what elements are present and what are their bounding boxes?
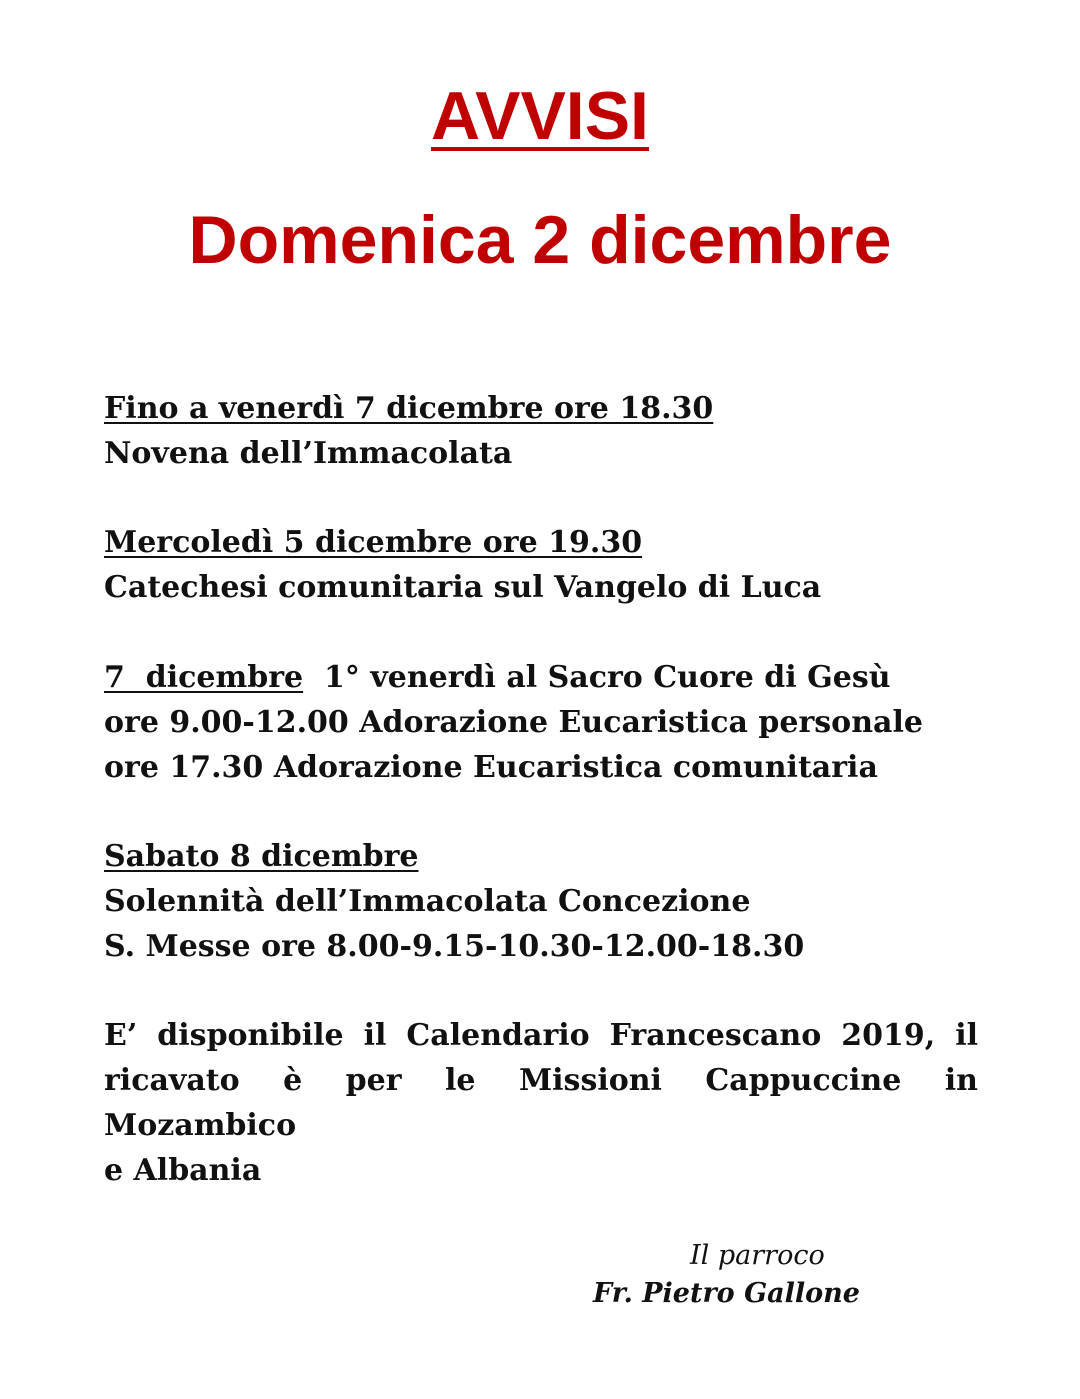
announcement-line: e Albania bbox=[104, 1153, 262, 1188]
notice-line: Catechesi comunitaria sul Vangelo di Luca bbox=[104, 570, 822, 605]
page-title: AVVISI bbox=[431, 78, 649, 154]
announcement-calendar bbox=[104, 1013, 978, 1193]
notice-catechesis bbox=[104, 520, 978, 610]
notice-line: Solennità dell’Immacolata Concezione bbox=[104, 884, 751, 919]
announcement-line: E’ disponibile il Calendario Francescano 2019, il bbox=[104, 1018, 978, 1053]
notice-line: S. Messe ore 8.00-9.15-10.30-12.00-18.30 bbox=[104, 929, 805, 964]
notice-line: ore 17.30 Adorazione Eucaristica comunitaria bbox=[104, 750, 878, 785]
notice-heading: Fino a venerdì 7 dicembre ore 18.30 bbox=[104, 391, 714, 426]
notice-heading: Sabato 8 dicembre bbox=[104, 839, 419, 874]
notice-first-friday bbox=[104, 655, 978, 790]
notice-line: ore 9.00-12.00 Adorazione Eucaristica personale bbox=[104, 705, 923, 740]
signature-role: Il parroco bbox=[690, 1240, 825, 1271]
page-date-heading: Domenica 2 dicembre bbox=[188, 202, 892, 278]
announcement-line: ricavato è per le Missioni Cappuccine in Mozambico bbox=[104, 1063, 978, 1143]
notice-novena bbox=[104, 386, 978, 476]
signature-name: Fr. Pietro Gallone bbox=[593, 1278, 860, 1309]
notice-immaculate bbox=[104, 834, 978, 969]
notice-heading-row bbox=[104, 655, 978, 700]
notice-heading: 7 dicembre bbox=[104, 660, 304, 695]
notice-heading: Mercoledì 5 dicembre ore 19.30 bbox=[104, 525, 643, 560]
notice-line: Novena dell’Immacolata bbox=[104, 436, 513, 471]
notice-heading-suffix: 1° venerdì al Sacro Cuore di Gesù bbox=[303, 660, 891, 695]
